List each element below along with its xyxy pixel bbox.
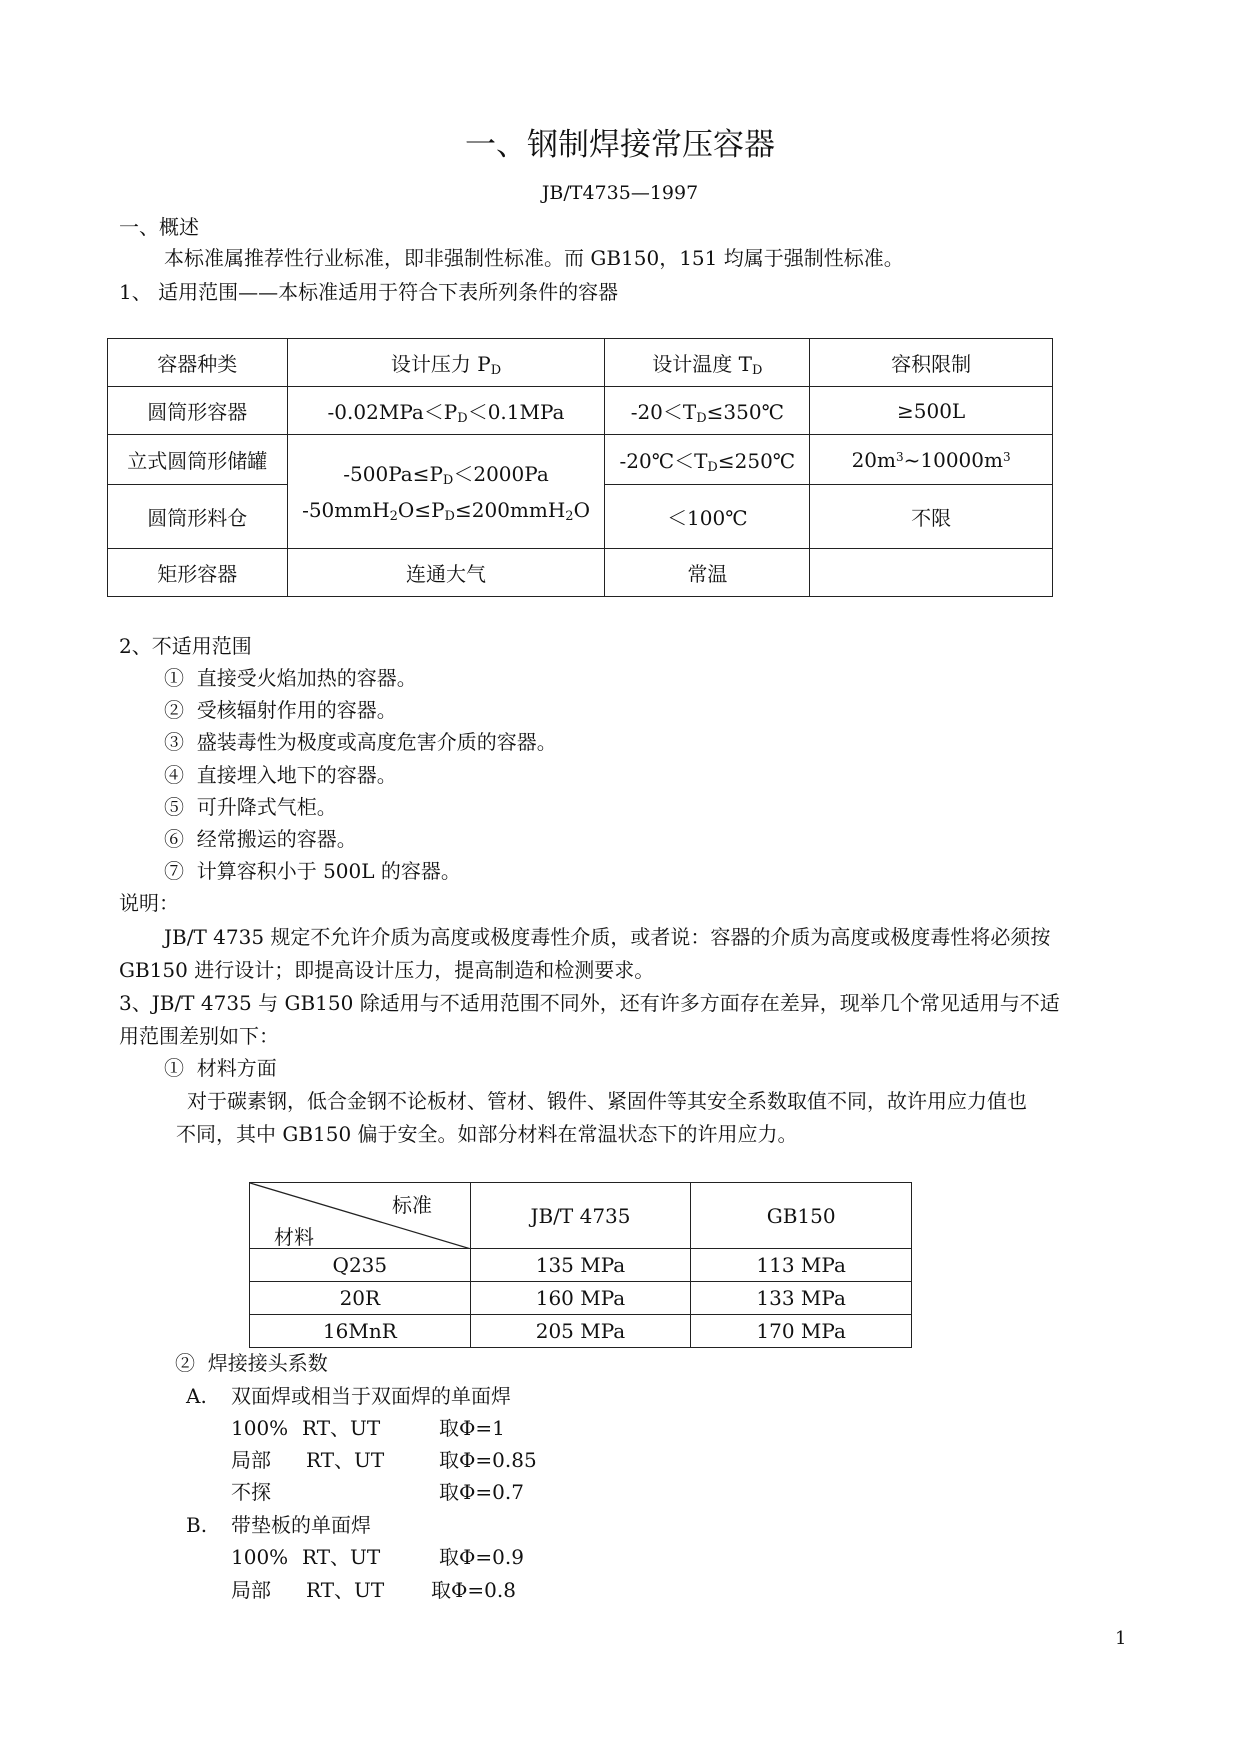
page-title: 一、钢制焊接常压容器 [465, 127, 775, 163]
cell-material: 16MnR [250, 1315, 471, 1348]
header-volume-limit: 容积限制 [810, 339, 1053, 387]
table-row [250, 1315, 912, 1348]
cell-material: 20R [250, 1282, 471, 1315]
cell-volume [810, 549, 1053, 597]
weld-b-text: 带垫板的单面焊 [231, 1513, 371, 1537]
weld-b-row-method: RT、UT [302, 1545, 381, 1569]
header-vessel-type: 容器种类 [108, 339, 288, 387]
scope-table [107, 338, 1053, 597]
cell-jbt-stress: 160 MPa [470, 1282, 691, 1315]
cell-pressure-merged: $-500Pa\le P_D<2000Pa$ $-50mmH_2O\le P_D\le 200mmH_2O$ [287, 435, 605, 549]
weld-b-row-method: RT、UT [306, 1578, 385, 1602]
header-gb150: GB150 [691, 1183, 912, 1249]
section3-line: 3、JB/T 4735 与 GB150 除适用与不适用范围不同外，还有许多方面存在差异，现举几个常见适用与不适 [119, 991, 1060, 1015]
weld-b-row-coverage: 局部 [231, 1578, 271, 1602]
scope-heading: 1、 适用范围——本标准适用于符合下表所列条件的容器 [119, 280, 619, 304]
overview-heading: 一、概述 [119, 215, 199, 239]
weld-b-row-coverage: 100% [231, 1545, 289, 1569]
weld-a-text: 双面焊或相当于双面焊的单面焊 [231, 1384, 511, 1408]
list-item: ② 受核辐射作用的容器。 [164, 698, 397, 722]
cell-pressure: $-0.02MPa<P_D<0.1MPa$ [287, 387, 605, 435]
header-design-temperature: 设计温度 $T_D$ [605, 339, 810, 387]
weld-a-row-method: RT、UT [306, 1448, 385, 1472]
table-header-row [108, 339, 1053, 387]
material-line: 不同，其中 GB150 偏于安全。如部分材料在常温状态下的许用应力。 [176, 1122, 798, 1146]
cell-pressure: 连通大气 [287, 549, 605, 597]
weld-a-row-factor: 取Φ=1 [439, 1416, 505, 1440]
weld-b-row-factor: 取Φ=0.8 [431, 1578, 516, 1602]
cell-volume: ≥500L [810, 387, 1053, 435]
weld-b-label: B. [186, 1513, 208, 1537]
section3-line: 用范围差别如下： [119, 1024, 279, 1048]
list-item: ④ 直接埋入地下的容器。 [164, 763, 397, 787]
diag-standard-label: 标准 [392, 1193, 432, 1217]
weld-a-label: A. [186, 1384, 207, 1408]
cell-temperature: 常温 [605, 549, 810, 597]
weld-a-row-coverage: 100% [231, 1416, 289, 1440]
cell-gb-stress: 113 MPa [691, 1249, 912, 1282]
material-line: 对于碳素钢，低合金钢不论板材、管材、锻件、紧固件等其安全系数取值不同，故许用应力值也 [187, 1089, 1027, 1113]
cell-temperature: ＜100℃ [605, 485, 810, 549]
weld-a-row-coverage: 不探 [231, 1480, 271, 1504]
cell-vessel-type: 立式圆筒形储罐 [108, 435, 288, 485]
overview-text: 本标准属推荐性行业标准，即非强制性标准。而 GB150，151 均属于强制性标准。 [164, 246, 904, 270]
not-applicable-heading: 2、不适用范围 [119, 634, 252, 658]
cell-vessel-type: 圆筒形料仓 [108, 485, 288, 549]
table-row [250, 1282, 912, 1315]
note-heading: 说明： [119, 891, 179, 915]
table-row [108, 387, 1053, 435]
note-line: GB150 进行设计；即提高设计压力，提高制造和检测要求。 [119, 958, 655, 982]
weld-heading: ② 焊接接头系数 [175, 1351, 328, 1375]
allowable-stress-table [249, 1182, 912, 1348]
list-item: ⑦ 计算容积小于 500L 的容器。 [164, 859, 461, 883]
list-item: ⑥ 经常搬运的容器。 [164, 827, 357, 851]
weld-a-row-factor: 取Φ=0.7 [439, 1480, 524, 1504]
diagonal-header-cell [250, 1183, 471, 1249]
table-row [108, 549, 1053, 597]
diag-material-label: 材料 [274, 1225, 314, 1249]
cell-jbt-stress: 205 MPa [470, 1315, 691, 1348]
table-row [108, 435, 1053, 485]
list-item: ① 直接受火焰加热的容器。 [164, 666, 417, 690]
cell-vessel-type: 圆筒形容器 [108, 387, 288, 435]
header-design-pressure: 设计压力 $P_D$ [287, 339, 605, 387]
material-heading: ① 材料方面 [164, 1056, 277, 1080]
cell-jbt-stress: 135 MPa [470, 1249, 691, 1282]
cell-temperature: $-20<T_D\le 350℃$ [605, 387, 810, 435]
cell-volume: $20m^3\sim 10000m^3$ [810, 435, 1053, 485]
weld-a-row-factor: 取Φ=0.85 [439, 1448, 537, 1472]
weld-a-row-method: RT、UT [302, 1416, 381, 1440]
cell-gb-stress: 133 MPa [691, 1282, 912, 1315]
cell-material: Q235 [250, 1249, 471, 1282]
table-header-row [250, 1183, 912, 1249]
weld-a-row-coverage: 局部 [231, 1448, 271, 1472]
cell-gb-stress: 170 MPa [691, 1315, 912, 1348]
note-line: JB/T 4735 规定不允许介质为高度或极度毒性介质，或者说：容器的介质为高度或极度毒性将必须按 [164, 925, 1051, 949]
list-item: ⑤ 可升降式气柜。 [164, 795, 337, 819]
cell-temperature: $-20℃<T_D\le 250℃$ [605, 435, 810, 485]
list-item: ③ 盛装毒性为极度或高度危害介质的容器。 [164, 730, 557, 754]
page-number: 1 [1115, 1628, 1127, 1649]
cell-vessel-type: 矩形容器 [108, 549, 288, 597]
table-row [250, 1249, 912, 1282]
cell-volume: 不限 [810, 485, 1053, 549]
weld-b-row-factor: 取Φ=0.9 [439, 1545, 524, 1569]
standard-number: JB/T4735—1997 [541, 182, 699, 204]
header-jbt4735: JB/T 4735 [470, 1183, 691, 1249]
